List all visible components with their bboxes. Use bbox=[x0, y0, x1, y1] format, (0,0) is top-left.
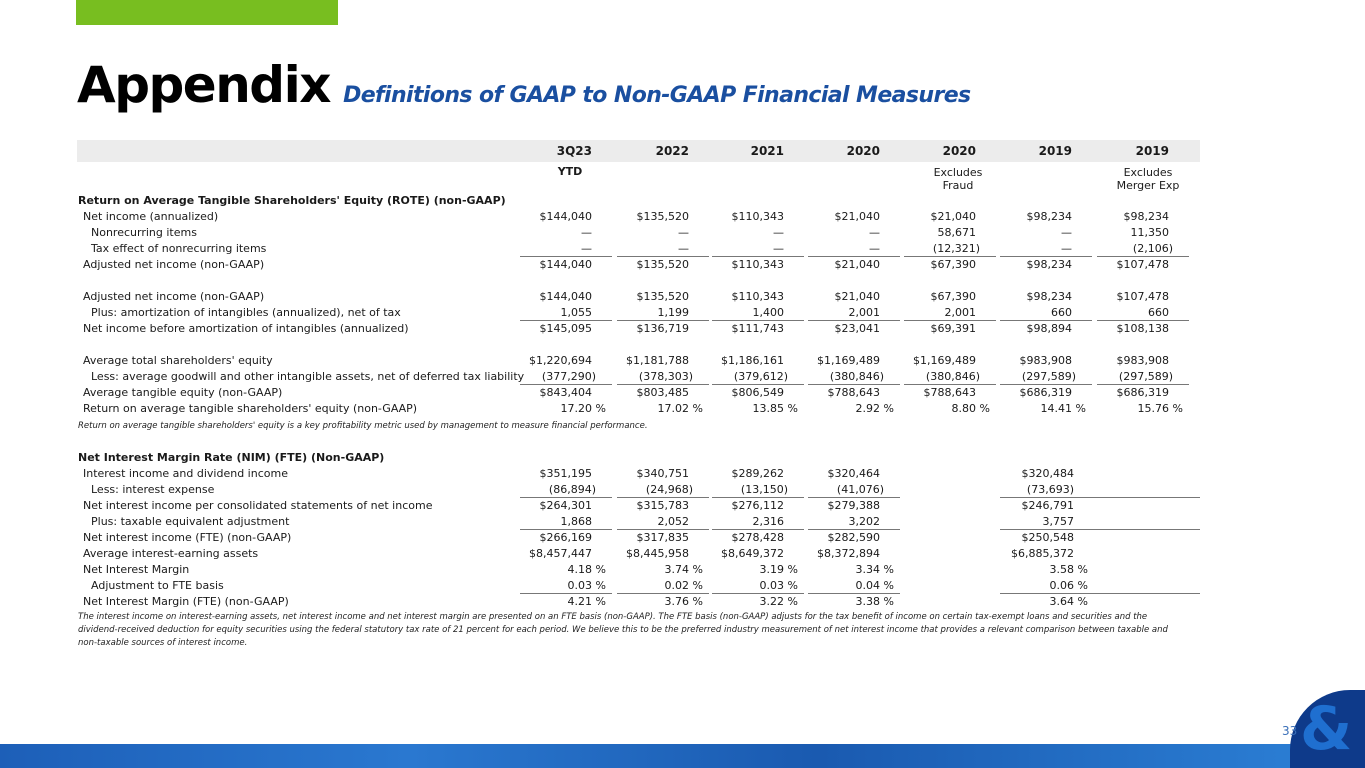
table-row-label: Net interest income per consolidated statements of net income bbox=[83, 499, 433, 512]
page-number: 33 bbox=[1282, 724, 1298, 738]
subtotal-rule bbox=[808, 593, 900, 594]
table-cell: $136,719 bbox=[636, 322, 689, 335]
table-cell: $144,040 bbox=[539, 258, 592, 271]
table-cell: 660 bbox=[1051, 306, 1072, 319]
footer-band bbox=[0, 744, 1365, 768]
table-row-label: Interest income and dividend income bbox=[83, 467, 288, 480]
table-cell: 0.03 % bbox=[567, 579, 606, 592]
table-row-label: Net Interest Margin bbox=[83, 563, 190, 576]
table-cell: $340,751 bbox=[636, 467, 689, 480]
table-cell: 1,055 bbox=[560, 306, 592, 319]
table-cell: $135,520 bbox=[636, 290, 689, 303]
table-cell: $110,343 bbox=[731, 210, 784, 223]
table-cell: (378,303) bbox=[638, 370, 693, 383]
subtotal-rule bbox=[520, 320, 612, 321]
table-cell: $144,040 bbox=[539, 290, 592, 303]
table-cell: 58,671 bbox=[937, 226, 976, 239]
table-cell: $145,095 bbox=[539, 322, 592, 335]
table-cell: $98,234 bbox=[1026, 258, 1072, 271]
table-cell: 3.22 % bbox=[759, 595, 798, 608]
table-cell: $317,835 bbox=[636, 531, 689, 544]
table-cell: $289,262 bbox=[731, 467, 784, 480]
subtotal-rule bbox=[617, 320, 709, 321]
table-cell: $266,169 bbox=[539, 531, 592, 544]
table-cell: — bbox=[869, 242, 880, 255]
table-cell: $21,040 bbox=[834, 210, 880, 223]
page-title: Appendix bbox=[77, 56, 330, 114]
table-cell: $983,908 bbox=[1019, 354, 1072, 367]
table-cell: $107,478 bbox=[1116, 258, 1169, 271]
subtotal-rule bbox=[904, 256, 996, 257]
table-cell: (41,076) bbox=[836, 483, 884, 496]
table-cell: 3.58 % bbox=[1049, 563, 1088, 576]
subtotal-rule bbox=[712, 593, 804, 594]
table-cell: — bbox=[773, 242, 784, 255]
table-cell: — bbox=[773, 226, 784, 239]
subtotal-rule bbox=[520, 593, 612, 594]
table-cell: $276,112 bbox=[731, 499, 784, 512]
table-cell: $1,169,489 bbox=[817, 354, 880, 367]
table-cell: — bbox=[678, 242, 689, 255]
header-accent-bar bbox=[76, 0, 338, 25]
table-cell: $843,404 bbox=[539, 386, 592, 399]
table-row-label: Net interest income (FTE) (non-GAAP) bbox=[83, 531, 292, 544]
table-cell: (2,106) bbox=[1132, 242, 1173, 255]
table-cell: $98,894 bbox=[1026, 322, 1072, 335]
table-cell: $108,138 bbox=[1116, 322, 1169, 335]
table-cell: 0.04 % bbox=[855, 579, 894, 592]
column-subheader: YTD bbox=[557, 165, 583, 178]
table-cell: $803,485 bbox=[636, 386, 689, 399]
table-cell: 0.06 % bbox=[1049, 579, 1088, 592]
table-cell: 0.03 % bbox=[759, 579, 798, 592]
table-cell: $315,783 bbox=[636, 499, 689, 512]
table-cell: 14.41 % bbox=[1040, 402, 1086, 415]
subtotal-rule bbox=[520, 497, 612, 498]
table-cell: (24,968) bbox=[645, 483, 693, 496]
table-cell: $98,234 bbox=[1026, 210, 1072, 223]
table-row-label: Plus: amortization of intangibles (annualized), net of tax bbox=[91, 306, 401, 319]
table-cell: $111,743 bbox=[731, 322, 784, 335]
table-cell: (86,894) bbox=[548, 483, 596, 496]
table-cell: 1,400 bbox=[752, 306, 784, 319]
table-cell: 2,316 bbox=[752, 515, 784, 528]
table-cell: $351,195 bbox=[539, 467, 592, 480]
column-subheader: Excludes Merger Exp bbox=[1116, 166, 1180, 192]
table-cell: (13,150) bbox=[740, 483, 788, 496]
table-cell: $8,649,372 bbox=[721, 547, 784, 560]
subtotal-rule bbox=[712, 384, 804, 385]
subtotal-rule bbox=[617, 256, 709, 257]
table-cell: (73,693) bbox=[1026, 483, 1074, 496]
table-row-label: Net Interest Margin (FTE) (non-GAAP) bbox=[83, 595, 289, 608]
rote-footnote: Return on average tangible shareholders' equity is a key profitability metric used by management to measure financial performance. bbox=[78, 421, 648, 431]
table-cell: 3.64 % bbox=[1049, 595, 1088, 608]
subtotal-rule bbox=[1000, 384, 1092, 385]
column-header: 2019 bbox=[1038, 144, 1072, 158]
table-cell: — bbox=[1061, 226, 1072, 239]
subtotal-rule bbox=[617, 529, 709, 530]
table-cell: 3.38 % bbox=[855, 595, 894, 608]
table-cell: 0.02 % bbox=[664, 579, 703, 592]
table-cell: 3.34 % bbox=[855, 563, 894, 576]
table-cell: $278,428 bbox=[731, 531, 784, 544]
table-cell: $98,234 bbox=[1026, 290, 1072, 303]
table-cell: 15.76 % bbox=[1137, 402, 1183, 415]
table-cell: $282,590 bbox=[827, 531, 880, 544]
subtotal-rule bbox=[617, 593, 709, 594]
table-cell: 2,052 bbox=[657, 515, 689, 528]
subtotal-rule bbox=[712, 320, 804, 321]
subtotal-rule bbox=[1097, 320, 1189, 321]
subtotal-rule bbox=[1097, 384, 1189, 385]
table-cell: 3.19 % bbox=[759, 563, 798, 576]
subtotal-rule bbox=[808, 529, 900, 530]
column-header: 3Q23 bbox=[556, 144, 592, 158]
table-cell: $264,301 bbox=[539, 499, 592, 512]
table-cell: $23,041 bbox=[834, 322, 880, 335]
table-cell: $1,220,694 bbox=[529, 354, 592, 367]
table-cell: 3,757 bbox=[1042, 515, 1074, 528]
brand-ampersand-logo: & bbox=[1300, 694, 1353, 764]
table-row-label: Net income (annualized) bbox=[83, 210, 219, 223]
table-cell: $788,643 bbox=[827, 386, 880, 399]
table-cell: — bbox=[1061, 242, 1072, 255]
table-cell: — bbox=[581, 242, 592, 255]
column-header: 2019 bbox=[1135, 144, 1169, 158]
column-subheader: Excludes Fraud bbox=[933, 166, 983, 192]
column-header: 2021 bbox=[750, 144, 784, 158]
table-cell: 2,001 bbox=[848, 306, 880, 319]
table-cell: $21,040 bbox=[834, 290, 880, 303]
subtotal-rule bbox=[904, 384, 996, 385]
table-cell: 8.80 % bbox=[951, 402, 990, 415]
table-row-label: Net income before amortization of intangibles (annualized) bbox=[83, 322, 409, 335]
table-cell: $806,549 bbox=[731, 386, 784, 399]
table-cell: $21,040 bbox=[930, 210, 976, 223]
table-row-label: Average total shareholders' equity bbox=[83, 354, 273, 367]
table-cell: $98,234 bbox=[1123, 210, 1169, 223]
table-cell: — bbox=[869, 226, 880, 239]
subtotal-rule bbox=[808, 320, 900, 321]
table-cell: $1,169,489 bbox=[913, 354, 976, 367]
table-cell: (380,846) bbox=[829, 370, 884, 383]
table-row-label: Plus: taxable equivalent adjustment bbox=[91, 515, 290, 528]
table-cell: 2.92 % bbox=[855, 402, 894, 415]
table-cell: 17.20 % bbox=[560, 402, 606, 415]
section-heading-nim: Net Interest Margin Rate (NIM) (FTE) (Non-GAAP) bbox=[78, 451, 385, 464]
table-cell: 11,350 bbox=[1130, 226, 1169, 239]
table-cell: 13.85 % bbox=[752, 402, 798, 415]
table-row-label: Average interest-earning assets bbox=[83, 547, 259, 560]
table-cell: $144,040 bbox=[539, 210, 592, 223]
table-cell: 3.74 % bbox=[664, 563, 703, 576]
table-cell: 17.02 % bbox=[657, 402, 703, 415]
table-cell: $320,464 bbox=[827, 467, 880, 480]
table-cell: $686,319 bbox=[1019, 386, 1072, 399]
table-cell: 4.18 % bbox=[567, 563, 606, 576]
subtotal-rule bbox=[712, 497, 804, 498]
table-cell: $983,908 bbox=[1116, 354, 1169, 367]
subtotal-rule bbox=[808, 497, 900, 498]
table-cell: (297,589) bbox=[1021, 370, 1076, 383]
subtotal-rule bbox=[712, 529, 804, 530]
page-subtitle: Definitions of GAAP to Non-GAAP Financial Measures bbox=[343, 83, 971, 108]
table-cell: (377,290) bbox=[541, 370, 596, 383]
nim-footnote: The interest income on interest-earning assets, net interest income and net interest margin are presented on an FTE basis (non-GAAP). The FTE basis (non-GAAP) adjusts for the tax benefit of income on certain tax-exempt loans and securities and the dividend-received deduction for equity securities using the federal statutory tax rate of 21 percent for each period. We believe this to be the preferred industry measurement of net interest income that provides a relevant comparison between taxable and non-taxable sources of interest income. bbox=[78, 612, 1168, 648]
subtotal-rule bbox=[1000, 497, 1200, 498]
table-cell: $107,478 bbox=[1116, 290, 1169, 303]
table-row-label: Average tangible equity (non-GAAP) bbox=[83, 386, 283, 399]
table-cell: $686,319 bbox=[1116, 386, 1169, 399]
subtotal-rule bbox=[520, 529, 612, 530]
subtotal-rule bbox=[1097, 256, 1189, 257]
table-cell: $8,457,447 bbox=[529, 547, 592, 560]
subtotal-rule bbox=[617, 384, 709, 385]
table-cell: $246,791 bbox=[1021, 499, 1074, 512]
table-cell: — bbox=[581, 226, 592, 239]
subtotal-rule bbox=[617, 497, 709, 498]
column-header: 2020 bbox=[942, 144, 976, 158]
table-cell: $110,343 bbox=[731, 290, 784, 303]
column-header: 2020 bbox=[846, 144, 880, 158]
table-cell: 4.21 % bbox=[567, 595, 606, 608]
table-cell: 2,001 bbox=[944, 306, 976, 319]
table-cell: $250,548 bbox=[1021, 531, 1074, 544]
table-cell: 660 bbox=[1148, 306, 1169, 319]
table-cell: $135,520 bbox=[636, 258, 689, 271]
table-cell: $67,390 bbox=[930, 258, 976, 271]
column-header: 2022 bbox=[655, 144, 689, 158]
table-row-label: Less: interest expense bbox=[91, 483, 215, 496]
section-heading-rote: Return on Average Tangible Shareholders' Equity (ROTE) (non-GAAP) bbox=[78, 194, 506, 207]
table-cell: (12,321) bbox=[932, 242, 980, 255]
table-row-label: Tax effect of nonrecurring items bbox=[91, 242, 267, 255]
table-cell: $279,388 bbox=[827, 499, 880, 512]
table-cell: (380,846) bbox=[925, 370, 980, 383]
table-cell: 3.76 % bbox=[664, 595, 703, 608]
table-cell: 1,199 bbox=[657, 306, 689, 319]
table-cell: $8,372,894 bbox=[817, 547, 880, 560]
table-row-label: Nonrecurring items bbox=[91, 226, 197, 239]
table-cell: $67,390 bbox=[930, 290, 976, 303]
table-cell: $788,643 bbox=[923, 386, 976, 399]
table-cell: $8,445,958 bbox=[626, 547, 689, 560]
table-row-label: Adjustment to FTE basis bbox=[91, 579, 224, 592]
subtotal-rule bbox=[1000, 320, 1092, 321]
subtotal-rule bbox=[1000, 593, 1200, 594]
table-cell: $1,186,161 bbox=[721, 354, 784, 367]
table-row-label: Adjusted net income (non-GAAP) bbox=[83, 290, 265, 303]
table-cell: (297,589) bbox=[1118, 370, 1173, 383]
subtotal-rule bbox=[808, 256, 900, 257]
table-row-label: Less: average goodwill and other intangible assets, net of deferred tax liability bbox=[91, 370, 525, 383]
subtotal-rule bbox=[712, 256, 804, 257]
table-row-label: Return on average tangible shareholders' equity (non-GAAP) bbox=[83, 402, 418, 415]
page-title-wrap bbox=[77, 56, 971, 114]
table-cell: $21,040 bbox=[834, 258, 880, 271]
table-row-label: Adjusted net income (non-GAAP) bbox=[83, 258, 265, 271]
table-cell: 3,202 bbox=[848, 515, 880, 528]
subtotal-rule bbox=[1000, 256, 1092, 257]
subtotal-rule bbox=[808, 384, 900, 385]
table-cell: $69,391 bbox=[930, 322, 976, 335]
table-cell: — bbox=[678, 226, 689, 239]
subtotal-rule bbox=[904, 320, 996, 321]
table-cell: $320,484 bbox=[1021, 467, 1074, 480]
subtotal-rule bbox=[520, 256, 612, 257]
table-cell: (379,612) bbox=[733, 370, 788, 383]
table-cell: $1,181,788 bbox=[626, 354, 689, 367]
table-cell: 1,868 bbox=[560, 515, 592, 528]
subtotal-rule bbox=[1000, 529, 1200, 530]
table-cell: $110,343 bbox=[731, 258, 784, 271]
table-cell: $135,520 bbox=[636, 210, 689, 223]
table-cell: $6,885,372 bbox=[1011, 547, 1074, 560]
subtotal-rule bbox=[520, 384, 612, 385]
